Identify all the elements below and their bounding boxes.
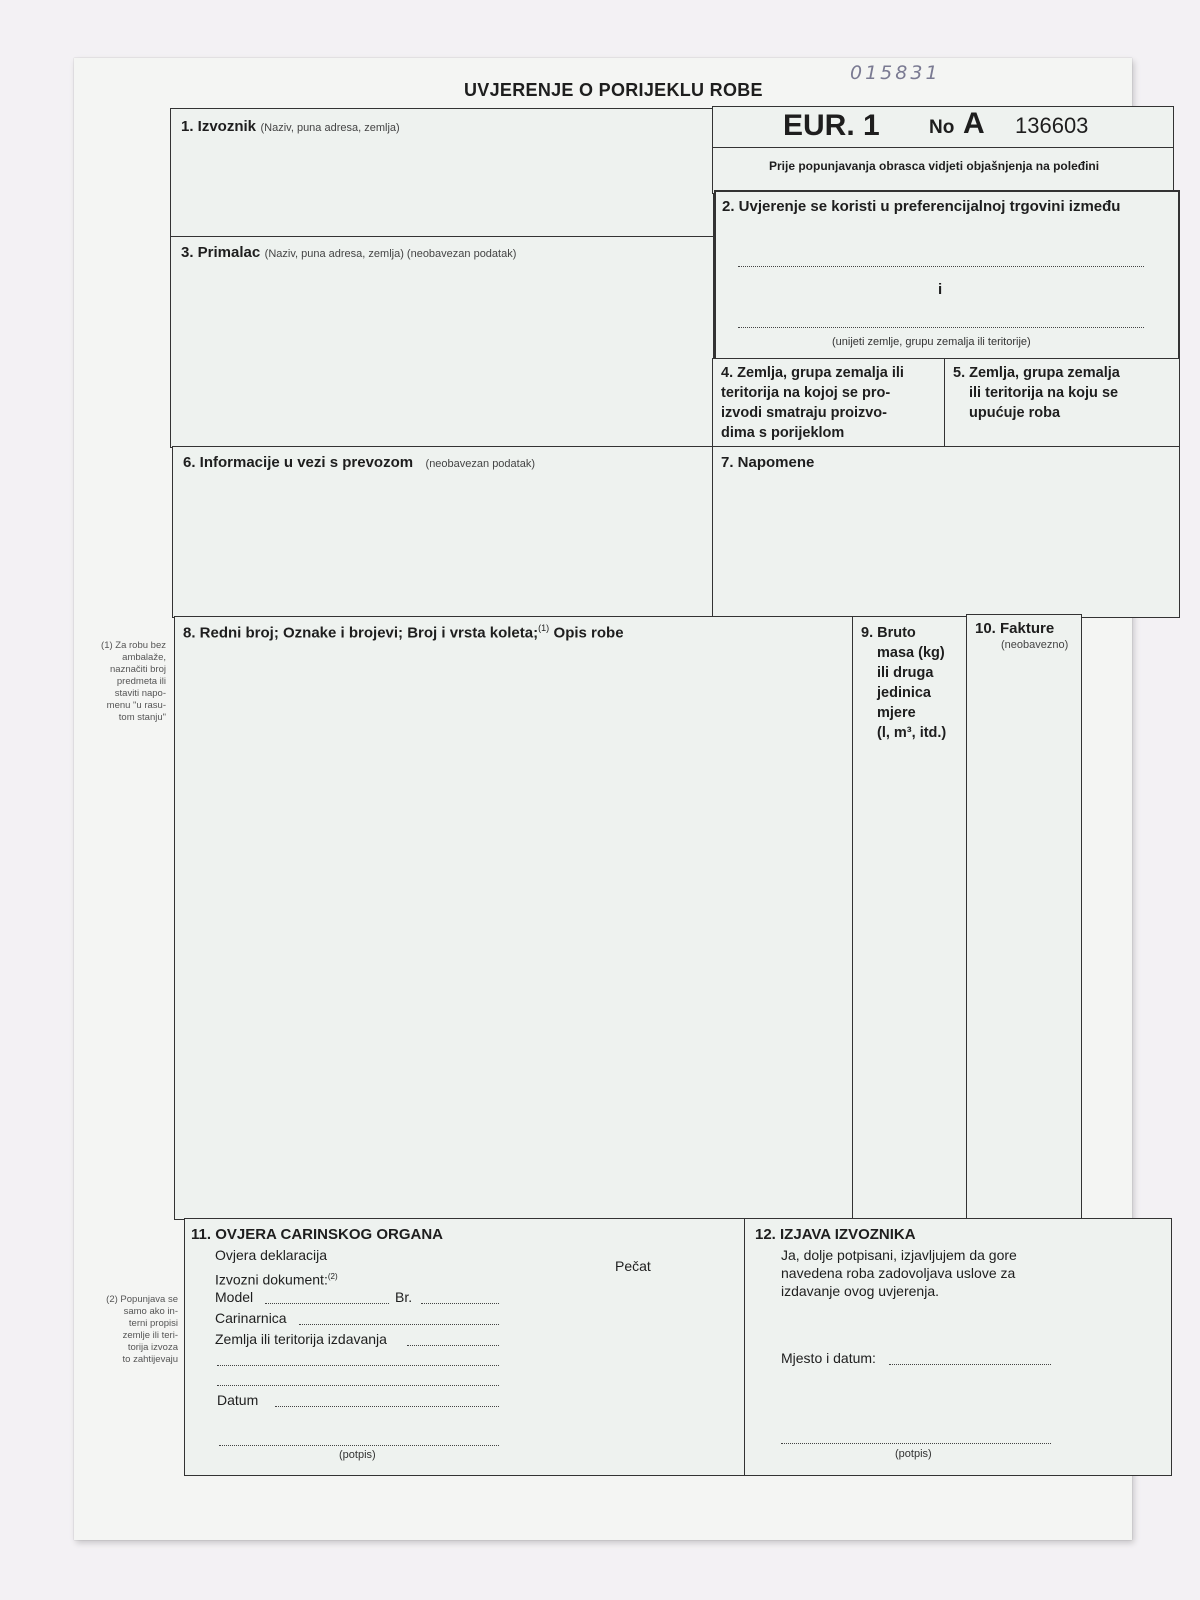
- box-8-label-2: Opis robe: [553, 624, 624, 642]
- box-4-origin-country[interactable]: [712, 358, 946, 450]
- box-9-line-2: masa (kg): [877, 645, 945, 661]
- no-label: No: [929, 117, 955, 138]
- box-12-title: 12. IZJAVA IZVOZNIKA: [755, 1226, 916, 1243]
- box-1-sub: (Naziv, puna adresa, zemlja): [260, 122, 400, 134]
- box-11-model: Model: [215, 1289, 254, 1305]
- box-3-consignee[interactable]: [170, 236, 714, 448]
- box-1-label: 1. Izvoznik: [181, 118, 257, 135]
- box-7-label: 7. Napomene: [721, 454, 815, 471]
- zemlja-field-2[interactable]: [217, 1365, 499, 1366]
- box-9-line-5: mjere: [877, 705, 916, 721]
- eur1-label: EUR. 1: [783, 109, 880, 142]
- box-11-carinarnica: Carinarnica: [215, 1310, 287, 1326]
- box-2-hint: (unijeti zemlje, grupu zemalja ili teritorije): [832, 336, 1031, 348]
- datum-field[interactable]: [275, 1406, 499, 1407]
- instruction-text: Prije popunjavanja obrasca vidjeti objašnjenja na poleđini: [769, 159, 1100, 173]
- exporter-signature-field[interactable]: [781, 1443, 1051, 1444]
- box-9-line-1: 9. Bruto: [861, 625, 916, 641]
- box-10-label: 10. Fakture: [975, 620, 1055, 637]
- box-7-remarks[interactable]: [712, 446, 1180, 618]
- document-title: UVJERENJE O PORIJEKLU ROBE: [464, 80, 763, 100]
- box-2-preferential-trade[interactable]: [714, 190, 1180, 360]
- country-line-2[interactable]: [738, 327, 1144, 328]
- box-11-zemlja: Zemlja ili teritorija izdavanja: [215, 1331, 387, 1347]
- box-3-sub: (Naziv, puna adresa, zemlja) (neobavezan podatak): [264, 248, 517, 260]
- box-4-line-2: teritorija na kojoj se pro-: [721, 385, 891, 401]
- box-9-line-3: ili druga: [877, 665, 934, 681]
- footnote-2: (2) Popunjava se samo ako in- terni propisi zemlje ili teri- torija izvoza to zahtijevaju: [106, 1294, 178, 1365]
- zemlja-field-3[interactable]: [217, 1385, 499, 1386]
- eur1-header: [712, 106, 1174, 194]
- model-field[interactable]: [265, 1303, 389, 1304]
- box-6-sub: (neobavezan podatak): [425, 458, 535, 470]
- box-11-customs-endorsement: 11. OVJERA CARINSKOG ORGANA Ovjera deklaracija Izvozni dokument:$^{(2)}$ Model Br. Carinarnica Zemlja ili teritorija izdavanja Datum Pečat (potpis): [184, 1218, 746, 1476]
- carinarnica-field[interactable]: [299, 1324, 499, 1325]
- country-line-1[interactable]: [738, 266, 1144, 267]
- box-2-and: i: [938, 281, 943, 298]
- box-1-exporter[interactable]: [170, 108, 714, 238]
- handwritten-number: 015831: [850, 62, 941, 84]
- box-4-line-4: dima s porijeklom: [721, 425, 845, 441]
- box-11-ovjera: Ovjera deklaracija: [215, 1247, 328, 1263]
- header-divider: [713, 147, 1173, 148]
- box-6-label: 6. Informacije u vezi s prevozom: [183, 454, 414, 471]
- box-11-title: 11. OVJERA CARINSKOG ORGANA: [191, 1226, 443, 1243]
- box-5-line-2: ili teritorija na koju se: [969, 385, 1119, 401]
- box-5-destination-country[interactable]: [944, 358, 1180, 450]
- box-11-potpis: (potpis): [339, 1449, 376, 1461]
- box-5-line-3: upućuje roba: [969, 405, 1061, 421]
- certificate-sheet: [74, 58, 1132, 1540]
- zemlja-field[interactable]: [407, 1345, 499, 1346]
- box-4-line-3: izvodi smatraju proizvo-: [721, 405, 887, 421]
- box-9-line-6: (l, m³, itd.): [877, 725, 947, 741]
- box-4-line-1: 4. Zemlja, grupa zemalja ili: [721, 365, 904, 381]
- footnote-1: (1) Za robu bez ambalaže, naznačiti broj predmeta ili staviti napo- menu "u rasu- tom stanju": [101, 640, 166, 723]
- box-6-transport-info[interactable]: [172, 446, 714, 618]
- box-10-sub: (neobavezno): [1001, 639, 1069, 651]
- box-3-label: 3. Primalac: [181, 244, 261, 261]
- box-8-goods-description[interactable]: [174, 616, 854, 1220]
- footnote-1-marker: (1): [101, 640, 113, 651]
- box-11-pecat: Pečat: [615, 1258, 651, 1274]
- place-date-field[interactable]: [889, 1364, 1051, 1365]
- box-8-label: 8. Redni broj; Oznake i brojevi; Broj i vrsta koleta;: [183, 624, 539, 642]
- box-5-line-1: 5. Zemlja, grupa zemalja: [953, 365, 1120, 381]
- box-11-izvozni: Izvozni dokument:: [215, 1271, 328, 1288]
- series-letter: A: [963, 107, 985, 140]
- serial-number: 136603: [1015, 113, 1089, 138]
- box-2-label: 2. Uvjerenje se koristi u preferencijalnoj trgovini između: [722, 198, 1121, 215]
- box-12-mjesto: Mjesto i datum:: [781, 1350, 876, 1366]
- box-8-sup: (1): [538, 623, 550, 633]
- footnote-2-marker: (2): [106, 1294, 118, 1305]
- box-12-potpis: (potpis): [895, 1448, 932, 1460]
- customs-signature-field[interactable]: [219, 1445, 499, 1446]
- box-9-gross-mass[interactable]: [852, 616, 968, 1220]
- box-9-line-4: jedinica: [877, 685, 931, 701]
- box-10-invoices[interactable]: [966, 614, 1082, 1220]
- box-11-datum: Datum: [217, 1392, 259, 1408]
- br-field[interactable]: [421, 1303, 499, 1304]
- box-11-br: Br.: [395, 1289, 413, 1305]
- box-12-text: Ja, dolje potpisani, izjavljujem da gore navedena roba zadovoljava uslove za izdavanje ovog uvjerenja.: [781, 1247, 1017, 1299]
- box-12-exporter-declaration: [744, 1218, 1172, 1476]
